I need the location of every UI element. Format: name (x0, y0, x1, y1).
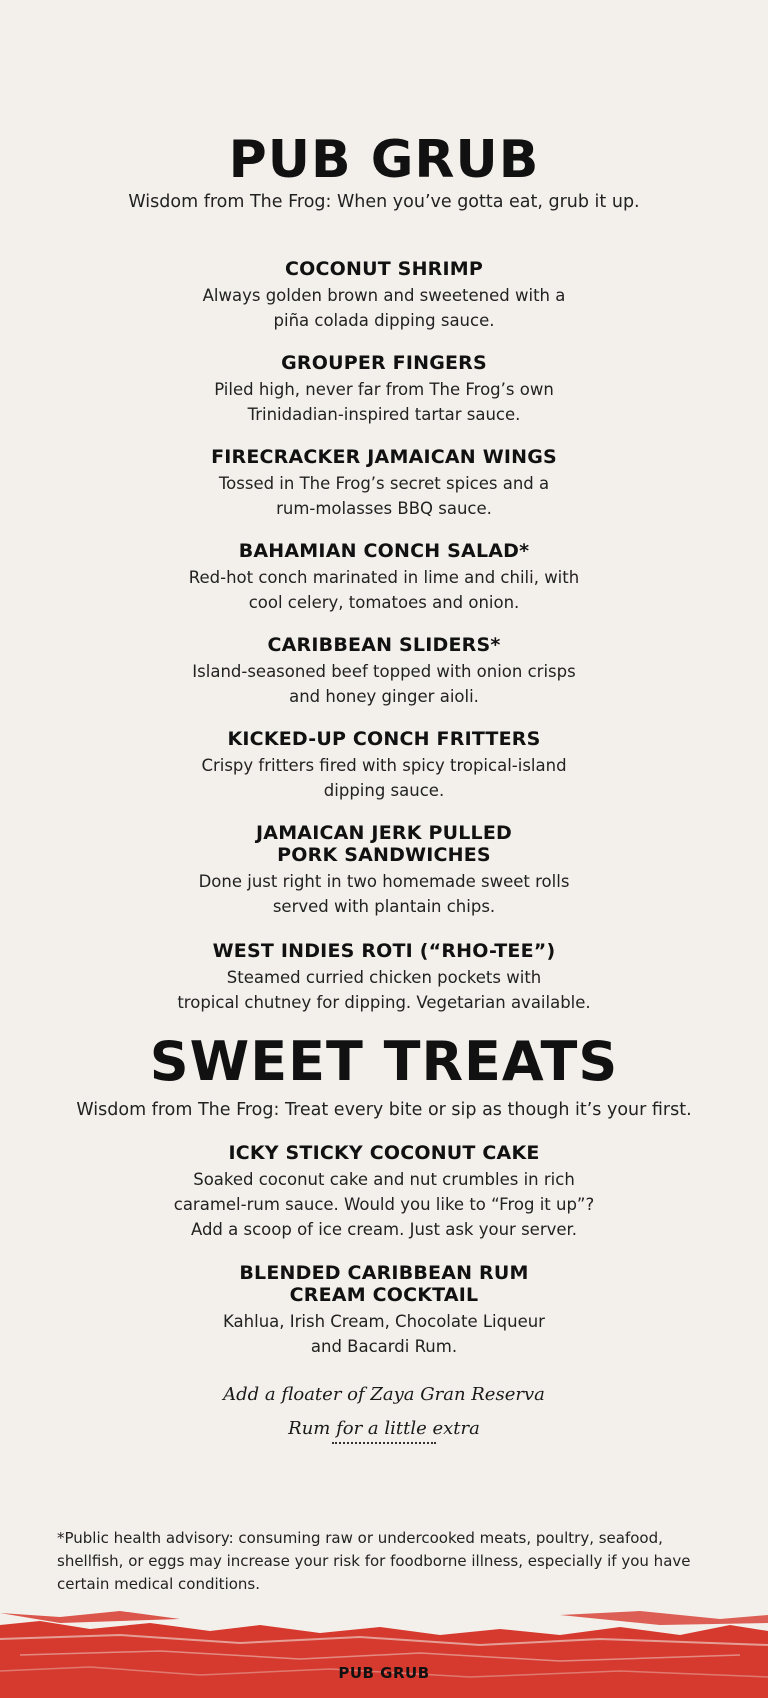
sweet-treats-wisdom: Wisdom from The Frog: Treat every bite or sip as though it’s your first. (76, 1100, 692, 1120)
desc-line: tropical chutney for dipping. Vegetarian available. (177, 993, 591, 1012)
name-line: JAMAICAN JERK PULLED (256, 822, 512, 844)
desc-line: dipping sauce. (323, 781, 445, 800)
footer-label: PUB GRUB (338, 1664, 430, 1682)
desc-line: Trinidadian-inspired tartar sauce. (247, 405, 521, 424)
dotted-divider (332, 1442, 436, 1444)
desc-line: Piled high, never far from The Frog’s own (214, 380, 554, 399)
item-name (84, 1262, 684, 1306)
desc-line: Red-hot conch marinated in lime and chili, with (188, 568, 580, 587)
menu-item-coconut-shrimp (84, 258, 684, 333)
advisory-line: certain medical conditions. (57, 1575, 260, 1593)
pub-grub-wisdom: Wisdom from The Frog: When you’ve gotta eat, grub it up. (128, 192, 640, 212)
desc-line: piña colada dipping sauce. (273, 311, 495, 330)
note-line: Rum for a little extra (288, 1418, 480, 1439)
desc-line: rum-molasses BBQ sauce. (276, 499, 492, 518)
pub-grub-title: PUB GRUB (228, 130, 540, 190)
item-description (84, 753, 684, 803)
item-description (84, 377, 684, 427)
item-name: KICKED-UP CONCH FRITTERS (227, 728, 541, 750)
name-line: CREAM COCKTAIL (289, 1284, 479, 1306)
desc-line: Crispy fritters fired with spicy tropical-island (201, 756, 567, 775)
desc-line: and honey ginger aioli. (289, 687, 479, 706)
item-name: COCONUT SHRIMP (284, 258, 483, 280)
note-line: Add a floater of Zaya Gran Reserva (223, 1384, 545, 1405)
item-description (84, 965, 684, 1015)
name-line: BLENDED CARIBBEAN RUM (239, 1262, 529, 1284)
desc-line: served with plantain chips. (272, 897, 496, 916)
menu-item-icky-sticky-coconut-cake (84, 1142, 684, 1242)
item-description (84, 659, 684, 709)
item-name: GROUPER FINGERS (281, 352, 487, 374)
desc-line: Steamed curried chicken pockets with (226, 968, 542, 987)
desc-line: Add a scoop of ice cream. Just ask your server. (190, 1220, 578, 1239)
advisory-line: *Public health advisory: consuming raw or undercooked meats, poultry, seafood, (57, 1529, 663, 1547)
desc-line: caramel-rum sauce. Would you like to “Frog it up”? (173, 1195, 595, 1214)
desc-line: Done just right in two homemade sweet rolls (198, 872, 570, 891)
item-name: BAHAMIAN CONCH SALAD* (238, 540, 530, 562)
desc-line: Kahlua, Irish Cream, Chocolate Liqueur (223, 1312, 545, 1331)
menu-item-caribbean-sliders (84, 634, 684, 709)
item-name: WEST INDIES ROTI (“RHO-TEE”) (212, 940, 556, 962)
menu-item-grouper-fingers (84, 352, 684, 427)
menu-item-kicked-up-conch-fritters (84, 728, 684, 803)
red-brush-stroke-band (0, 1605, 768, 1698)
menu-item-west-indies-roti (84, 940, 684, 1015)
advisory-line: shellfish, or eggs may increase your risk for foodborne illness, especially if you have (57, 1552, 691, 1570)
menu-item-bahamian-conch-salad (84, 540, 684, 615)
item-description (84, 565, 684, 615)
sweet-treats-title: SWEET TREATS (149, 1030, 619, 1093)
desc-line: cool celery, tomatoes and onion. (248, 593, 520, 612)
item-description (84, 283, 684, 333)
item-description (84, 1309, 684, 1359)
desc-line: Always golden brown and sweetened with a (202, 286, 566, 305)
menu-item-blended-caribbean-rum-cocktail (84, 1262, 684, 1359)
desc-line: Soaked coconut cake and nut crumbles in rich (193, 1170, 575, 1189)
item-name: ICKY STICKY COCONUT CAKE (228, 1142, 540, 1164)
menu-item-firecracker-jamaican-wings (84, 446, 684, 521)
item-name: FIRECRACKER JAMAICAN WINGS (211, 446, 557, 468)
rum-floater-note (0, 1378, 768, 1446)
item-description (84, 1167, 684, 1242)
item-description (84, 869, 684, 919)
item-name: CARIBBEAN SLIDERS* (267, 634, 501, 656)
item-description (84, 471, 684, 521)
item-name (84, 822, 684, 866)
desc-line: and Bacardi Rum. (310, 1337, 458, 1356)
menu-item-jamaican-jerk-pulled-pork (84, 822, 684, 919)
name-line: PORK SANDWICHES (277, 844, 491, 866)
desc-line: Tossed in The Frog’s secret spices and a (218, 474, 550, 493)
desc-line: Island-seasoned beef topped with onion crisps (192, 662, 576, 681)
health-advisory (57, 1527, 717, 1596)
